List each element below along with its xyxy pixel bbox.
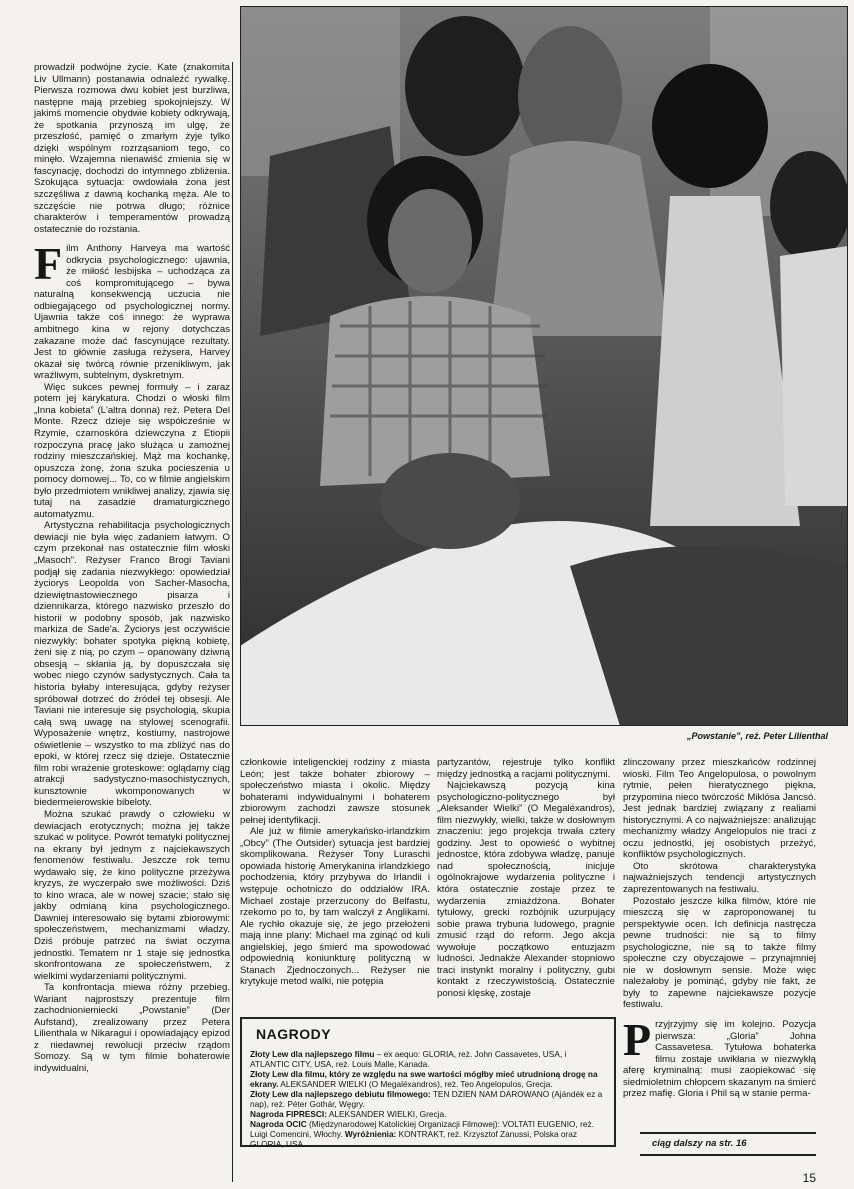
paragraph-with-dropcap: [623, 1014, 816, 1100]
award-entry: Nagroda OCIC (Międzynarodowej Katolickiej Organizacji Filmowej): VOLTATI EUGENIO, reż. Luigi Comencini, Włochy. Wyróżnienia: KONTRAKT, reż. Krzysztof Zanussi, Polska oraz GLORIA, USA.: [250, 1119, 594, 1149]
column-divider: [232, 62, 233, 1182]
article-column-3: [437, 757, 615, 999]
film-still-illustration: [240, 6, 848, 726]
paragraph: partyzantów, rejestruje tylko konflikt między jednostką a racjami politycznymi.: [437, 757, 615, 780]
paragraph: Ale już w filmie amerykańsko-irlandzkim „Obcy” (The Outsider) sytuacja jest bardziej skomplikowana. Reżyser Tony Luraschi opowiada historię Amerykanina irlandzkiego pochodzenia, który przybywa do Irlandii i wstępuje ochotniczo do oddziałów IRA. Michael zostaje przerzucony do Belfastu, rzekomo po to, by tam walczył z Anglikami. Ale rychło okazuje się, że jego przełożeni mają inne plany: Michael ma zginąć od kuli angielskiej, jego śmierć ma spowodować odpowiednią koniunkturę polityczną w Stanach Zjednoczonych... Reżyser nie krytykuje metod walki, nie potępia: [240, 826, 430, 988]
award-entry: Złoty Lew dla najlepszego filmu – ex aequo: GLORIA, reż. John Cassavetes, USA, i ATLANTIC CITY, USA, reż. Louis Malle, Kanada.: [250, 1049, 567, 1069]
paragraph: członkowie inteligenckiej rodziny z miasta León; jest także bohater zbiorowy – społeczeństwo miasta i okolic. Między bohaterami indywidualnymi i bohaterem zbiorowym zachodzi zawsze stosunek pełnej identyfikacji.: [240, 757, 430, 826]
paragraph: prowadził podwójne życie. Kate (znakomita Liv Ullmann) postanawia odnaleźć rywalkę. Pierwsza rozmowa dwu kobiet jest burzliwa, następne mają przebieg spokojniejszy. W jakimś momencie obydwie kobiety odkrywają, że spotkania przynoszą im ulgę, że przeszłość, pamięć o zmarłym żyje tylko dzięki wspólnym rozrząsaniom tego, co minęło. Wzajemna nienawiść zmienia się w fascynację, dochodzi do intymnego zbliżenia. Szokująca sytuacja: owdowiała żona jest szczęśliwa z dawną kochanką męża. Ale to szczęście nie potrwa długo; różnice charakterów i temperamentów prowadzą ostatecznie do rozstania.: [34, 62, 230, 235]
paragraph: Oto skrótowa charakterystyka najważniejszych tendencji artystycznych zaprezentowanych na festiwalu.: [623, 860, 816, 896]
paragraph-text: rzyjrzyjmy się im kolejno. Pozycja pierwsza: „Gloria” Johna Cassavetesa. Tytułowa bohaterka filmu zostaje uwikłana w niezwykłą aferę kryminalną: musi zaopiekować się siedmioletnim chłopcem skazanym na śmierć przez mafię. Gloria i Phil są w stanie perma-: [623, 1019, 816, 1100]
paragraph: Ta konfrontacja miewa różny przebieg. Wariant najprostszy prezentuje film zachodnioniemiecki „Powstanie” (Der Aufstand), zrealizowany przez Petera Lilienthala w Nikaragui i opowiadający epizod z niedawnej rewolucji przeciw rządom Somozy. Są w tym filmie bohaterowie indywidualni,: [34, 982, 230, 1075]
paragraph: Można szukać prawdy o człowieku w dewiacjach erotycznych; można jej także szukać w polityce. Powrót tematyki politycznej na ekrany był jednym z najciekawszych fenomenów festiwalu. Jeszcze rok temu wydawało się, że kino polityczne przeżywa kryzys, że wyczerpało swe możliwości. Dziś to kino wraca, ale w nowej szacie; stało się jakby odmianą kina psychologicznego. Dawniej interesowało się bytami zbiorowymi: społeczeństwem, mechanizmami władzy. Dziś próbuje patrzeć na świat oczyma jednostki. Tematem nr 1 staje się jednostka skonfrontowana ze społeczeństwem, z wielkimi wydarzeniami politycznymi.: [34, 809, 230, 982]
film-still-photo: [240, 6, 848, 726]
paragraph-text: ilm Anthony Harveya ma wartość odkrycia psychologicznego: ujawnia, że miłość lesbijska – uchodząca za coś kompromitującego – bywa naturalną konsekwencją uczucia nie odbiegającego od psychologicznej normy. Ujawnia także coś innego: że wyprawa ambitnego kina w rejony dotychczas zakazane może dać fascynujące rezultaty. Jest to głównie zasługa reżysera, Harvey okazał się twórcą równie przenikliwym, jak wrażliwym, subtelnym, dyskretnym.: [34, 243, 230, 382]
award-entry: Złoty Lew dla najlepszego debiutu filmowego: TEN DZIEN NAM DAROWANO (Ajándék ez a nap), reż. Péter Gothár, Węgry.: [250, 1089, 603, 1109]
drop-cap: P: [623, 1014, 652, 1066]
paragraph: Najciekawszą pozycją kina psychologiczno-politycznego był „Aleksander Wielki” (O Megaléxandros), film niezwykły, wielki, także w dosłownym znaczeniu: jego projekcja trwała cztery godziny. Jest to opowieść o wybitnej jednostce, która zdobywa władzę, panuje nad społecznością, inicjuje ogólnokrajowe wydarzenia polityczne i która ostatecznie zostaje przez te wydarzenia zmiażdżona. Bohater tytułowy, grecki rozbójnik uzurpujący sobie prawa trybuna ludowego, pragnie zmusić rząd do reform. Jego akcja wywołuje początkowo entuzjazm ludności. Jednakże Alexander stopniowo traci instynkt moralny i polityczny, gubi kontakt z rzeczywistością. Ostatecznie ponosi klęskę, zostaje: [437, 780, 615, 999]
article-column-2: [240, 757, 430, 988]
paragraph-with-dropcap: [34, 238, 230, 382]
continued-note: ciąg dalszy na str. 16: [652, 1138, 747, 1149]
awards-box: [240, 1017, 616, 1147]
page-number: 15: [802, 1171, 816, 1185]
continued-rule-top: [640, 1132, 816, 1134]
drop-cap: F: [34, 238, 63, 290]
continued-rule-bottom: [640, 1154, 816, 1156]
paragraph: Artystyczna rehabilitacja psychologicznych dewiacji nie była więc zadaniem łatwym. O czym przekonał nas ostatecznie film włoski „Masoch”. Reżyser Franco Brogi Taviani podjął się zadania niezwykłego: opowiedział życiorys Leopolda von Sacher-Masocha, dziewiętnastowiecznego pisarza i dziennikarza, którego nazwisko przeszło do historii w podobny sposób, jak nazwisko markiza de Sade'a. Życiorys jest oczywiście niezwykły: bohater spotyka piękną kobietę, żeni się z nią, po czym – opanowany dziwną obsesją – skłania ją, by dopuszczała się wobec niego czynów sadystycznych. Cała ta historia byłaby interesująca, gdyby reżyser spróbował dotrzeć do źródeł tej obsesji. Ale Taviani nie interesuje się psychologią, skupia całą swą uwagę na stylowej scenografii. Wyposażenie wnętrz, kostiumy, nastrojowe oświetlenie – wszystko to ma zbliżyć nas do epoki, w której rzecz się dzieje. Ostatecznie film robi wrażenie groteskowe: oglądamy ciąg atrakcji sadystyczno-masochistycznych, kunsztownie wkomponowanych w biedermeierowskie bibeloty.: [34, 520, 230, 809]
paragraph: Więc sukces pewnej formuły – i zaraz potem jej karykatura. Chodzi o włoski film „Inna kobieta” (L'altra donna) reż. Petera Del Monte. Rzecz dzieje się współcześnie w Rzymie, czarnoskóra dziewczyna z Etiopii rozpoczyna pracę jako służąca u zamożnej rodziny mieszczańskiej. Mąż ma kochankę, opuszcza żonę, żona szuka pocieszenia u pomocy domowej... To, co w filmie angielskim było przedmiotem wnikliwej analizy, zjawia się tutaj na zasadzie dramaturgicznego automatyzmu.: [34, 381, 230, 520]
article-column-4: [623, 757, 816, 1100]
article-column-left: [34, 62, 230, 1075]
paragraph: Pozostało jeszcze kilka filmów, które nie mieszczą się w zaproponowanej tu perspektywie ocen. Ich definicja nastręcza pewne trudności: nie są to filmy psychologiczne, nie są to także filmy społeczne czy obyczajowe – przynajmniej nie w dosłownym sensie. Może więc należałoby je pominąć, gdyby nie fakt, że były to zapewne najciekawsze pozycje festiwalu.: [623, 895, 816, 1011]
award-entry: Złoty Lew dla filmu, który ze względu na swe wartości mógłby mieć utrudnioną drogę na ekrany. ALEKSANDER WIELKI (O Megaléxandros), reż. Teo Angelopulos, Grecja.: [250, 1069, 598, 1089]
award-entry: Nagroda FIPRESCI: ALEKSANDER WIELKI, Grecja.: [250, 1109, 447, 1119]
awards-title: NAGRODY: [256, 1026, 332, 1042]
paragraph: zlinczowany przez mieszkańców rodzinnej wioski. Film Teo Angelopulosa, o powolnym rytmie, pełen hieratycznego piękna, przypomina nieco twórczość Miklósa Jancsó. Jest jednak bardziej związany z realiami historycznymi. A co najważniejsze: analizując mechanizmy władzy Angelopulos nie traci z oczu jednostki, jej osobistych przeżyć, konfliktów psychologicznych.: [623, 757, 816, 861]
photo-caption: „Powstanie”, reż. Peter Lilienthal: [686, 731, 828, 741]
